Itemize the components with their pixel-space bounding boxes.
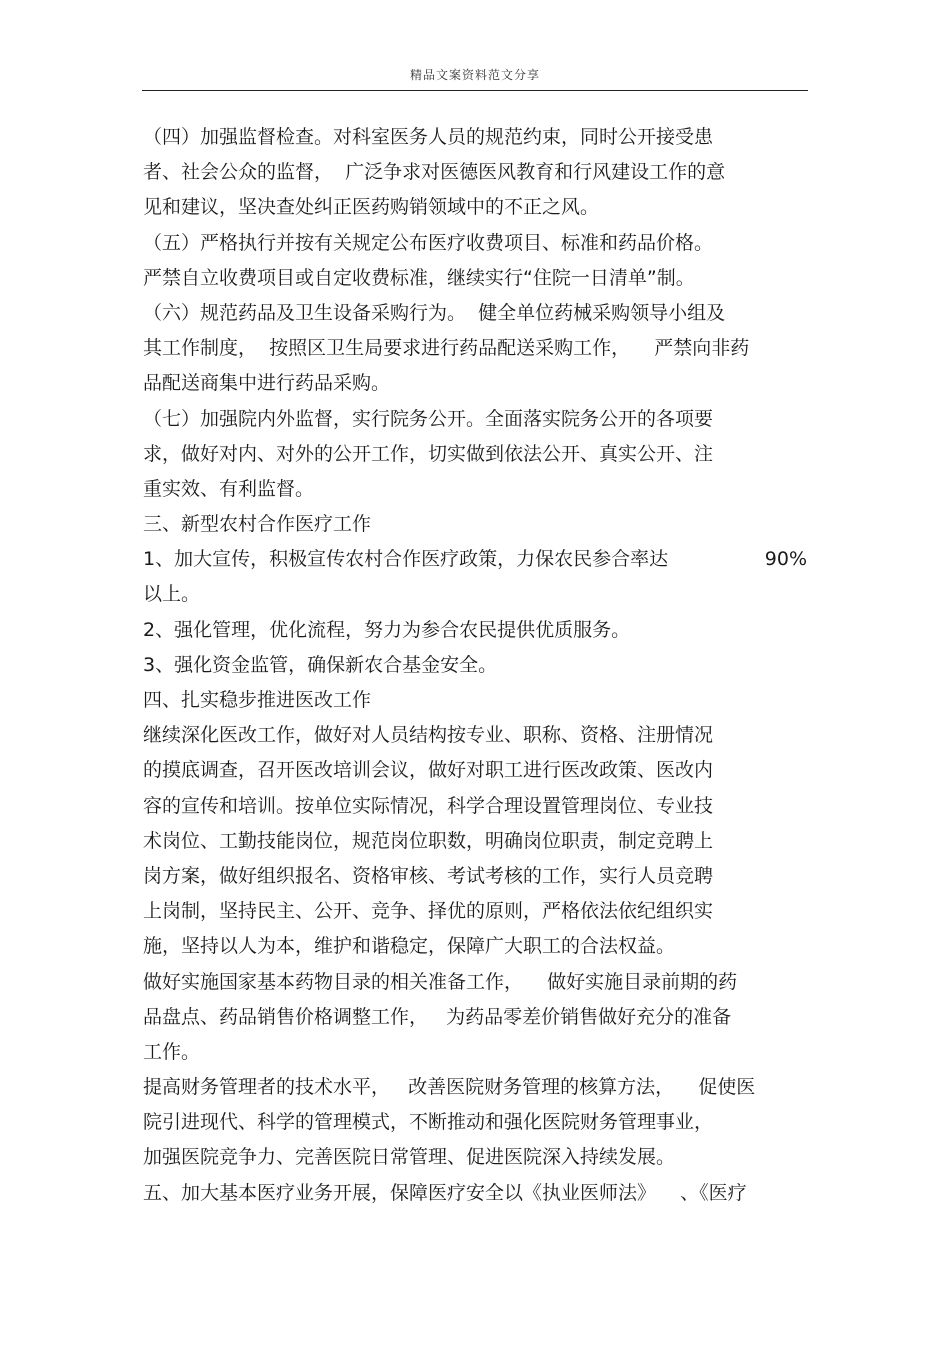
- text-line: 岗方案，做好组织报名、资格审核、考试考核的工作，实行人员竞聘: [143, 864, 714, 887]
- text-line: 见和建议，坚决查处纠正医药购销领域中的不正之风。: [143, 196, 600, 219]
- text-line: （四）加强监督检查。对科室医务人员的规范约束，同时公开接受患: [143, 126, 714, 148]
- text-line: 品配送商集中进行药品采购。: [143, 372, 391, 395]
- text-line: 严禁自立收费项目或自定收费标准，继续实行“住院一日清单”制。: [143, 266, 695, 289]
- text-line: 容的宣传和培训。按单位实际情况，科学合理设置管理岗位、专业技: [143, 794, 714, 817]
- page-header: 精品文案资料范文分享: [409, 68, 540, 82]
- text-line: 术岗位、工勤技能岗位，规范岗位职数，明确岗位职责，制定竞聘上: [143, 829, 714, 852]
- section-heading: 四、扎实稳步推进医改工作: [143, 689, 372, 711]
- text-line: 施，坚持以人为本，维护和谐稳定，保障广大职工的合法权益。: [143, 935, 676, 958]
- text-line-with-rate: [143, 542, 807, 577]
- text-segment: 1、加大宣传，积极宣传农村合作医疗政策，力保农民参合率达: [143, 548, 669, 571]
- header-divider: [142, 90, 808, 91]
- text-line: 求，做好对内、对外的公开工作，切实做到依法公开、真实公开、注: [143, 442, 714, 465]
- text-line: 重实效、有利监督。: [143, 477, 315, 500]
- section-heading: 三、新型农村合作医疗工作: [143, 513, 372, 536]
- text-line: （五）严格执行并按有关规定公布医疗收费项目、标准和药品价格。: [143, 231, 714, 254]
- text-line: 上岗制，坚持民主、公开、竞争、择优的原则，严格依法依纪组织实: [143, 900, 714, 923]
- text-line: （六）规范药品及卫生设备采购行为。 健全单位药械采购领导小组及: [143, 301, 726, 324]
- text-line: 2、强化管理，优化流程，努力为参合农民提供优质服务。: [143, 618, 631, 641]
- text-line: 3、强化资金监管，确保新农合基金安全。: [143, 653, 498, 676]
- participation-rate: 90%: [764, 548, 807, 571]
- text-line: 的摸底调查，召开医改培训会议，做好对职工进行医改政策、医改内: [143, 759, 714, 782]
- text-line: 做好实施国家基本药物目录的相关准备工作， 做好实施目录前期的药: [143, 970, 738, 993]
- text-line: 者、社会公众的监督， 广泛争求对医德医风教育和行风建设工作的意: [143, 161, 726, 184]
- text-line: 以上。: [143, 583, 201, 606]
- text-line: 加强医院竞争力、完善医院日常管理、促进医院深入持续发展。: [143, 1146, 676, 1169]
- text-line: 其工作制度， 按照区卫生局要求进行药品配送采购工作， 严禁向非药: [143, 337, 750, 360]
- text-line: 提高财务管理者的技术水平， 改善医院财务管理的核算方法， 促使医: [143, 1076, 756, 1099]
- document-body: [143, 120, 807, 1211]
- text-line: 品盘点、药品销售价格调整工作， 为药品零差价销售做好充分的准备: [143, 1005, 732, 1028]
- text-line: （七）加强院内外监督，实行院务公开。全面落实院务公开的各项要: [143, 407, 714, 430]
- text-line: 继续深化医改工作，做好对人员结构按专业、职称、资格、注册情况: [143, 724, 714, 747]
- section-heading: 五、加大基本医疗业务开展，保障医疗安全以《执业医师法》 、《医疗: [143, 1181, 747, 1204]
- text-line: 工作。: [143, 1040, 201, 1063]
- text-line: 院引进现代、科学的管理模式，不断推动和强化医院财务管理事业，: [143, 1111, 714, 1134]
